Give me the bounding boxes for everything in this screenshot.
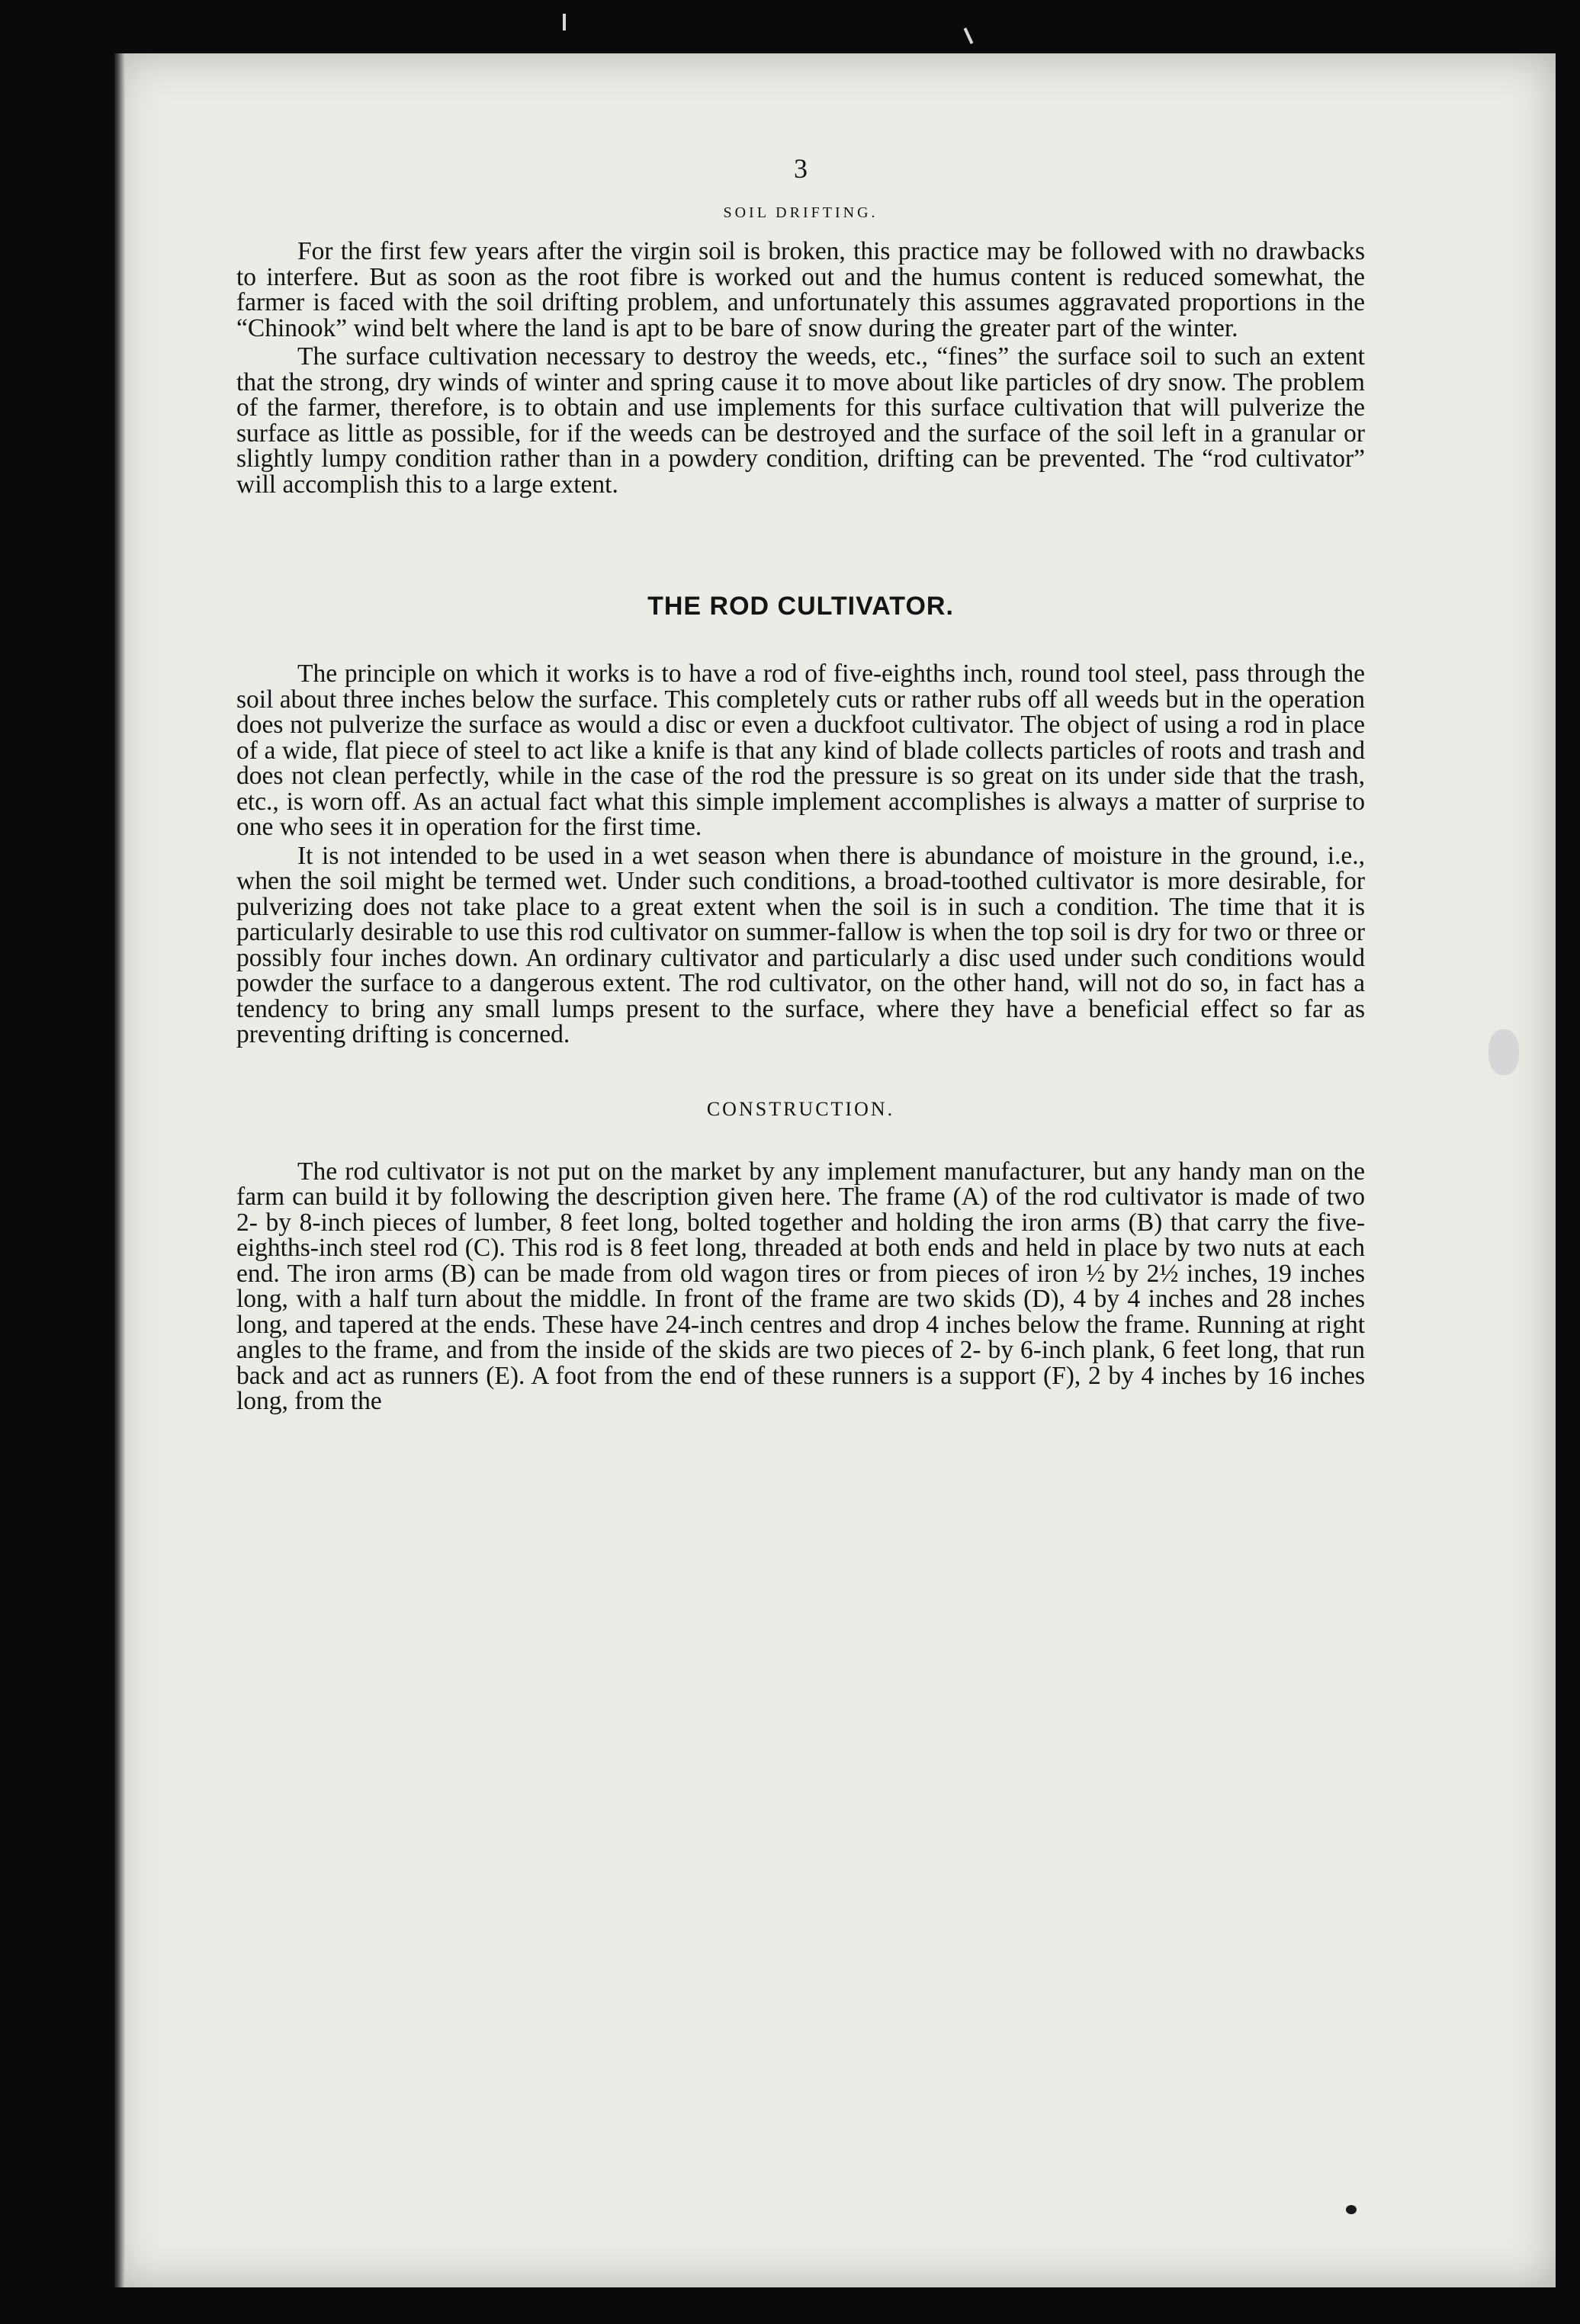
section-title: THE ROD CULTIVATOR. (647, 592, 954, 621)
paragraph: The surface cultivation necessary to destroy the weeds, etc., “fines” the surface soil to such an extent that the strong, dry winds of winter and spring cause it to move about like particles of dry snow. The problem of the farmer, therefore, is to obtain and use implements for this surface cultivation that will pulverize the surface as little as possible, for if the weeds can be destroyed and the surface of the soil left in a granular or slightly lumpy condition rather than in a powdery condition, drifting can be prevented. The “rod cultivator” will accomplish this to a large extent. (236, 342, 1365, 499)
scan-mark-top-right (964, 27, 974, 44)
paragraph: It is not intended to be used in a wet season when there is abundance of moisture in the ground, i.e., when the soil might be termed wet. Under such conditions, a broad-toothed cultivator is more desirable, for pulverizing does not take place to a great extent when the soil is in such a condition. The time that it is particularly desirable to use this rod cultivator on summer-fallow is when the top soil is dry for two or three or possibly four inches down. An ordinary cultivator and particularly a disc used under such conditions would powder the surface to a dangerous extent. The rod cultivator, on the other hand, will not do so, in fact has a tendency to bring any small lumps present to the surface, where they have a beneficial effect so far as preventing drifting is concerned. (236, 841, 1365, 1048)
binder-clip-mark (1488, 1029, 1519, 1075)
paragraph: The rod cultivator is not put on the market by any implement manufacturer, but any handy man on the farm can build it by following the description given here. The frame (A) of the rod cultivator is made of two 2- by 8-inch pieces of lumber, 8 feet long, bolted together and holding the iron arms (B) that carry the five-eighths-inch steel rod (C). This rod is 8 feet long, threaded at both ends and held in place by two nuts at each end. The iron arms (B) can be made from old wagon tires or from pieces of iron ½ by 2½ inches, 19 inches long, with a half turn about the middle. In front of the frame are two skids (D), 4 by 4 inches and 28 inches long, and tapered at the ends. These have 24-inch centres and drop 4 inches below the frame. Running at right angles to the frame, and from the inside of the skids are two pieces of 2- by 6-inch plank, 6 feet long, that run back and act as runners (E). A foot from the end of these runners is a support (F), 2 by 4 inches by 16 inches long, from the (236, 1157, 1365, 1415)
page-content (236, 152, 1365, 1414)
paragraph: For the first few years after the virgin soil is broken, this practice may be followed with no drawbacks to interfere. But as soon as the root fibre is worked out and the humus content is reduced somewhat, the farmer is faced with the soil drifting problem, and unfortunately this assumes aggravated proportions in the “Chinook” wind belt where the land is apt to be bare of snow during the greater part of the winter. (236, 237, 1365, 342)
ink-speck (1346, 2205, 1357, 2214)
page-number: 3 (794, 153, 808, 184)
page-spine-edge (114, 53, 125, 2287)
running-head: SOIL DRIFTING. (723, 204, 878, 221)
scan-mark-top-left (563, 14, 566, 30)
paragraph: The principle on which it works is to have a rod of five-eighths inch, round tool steel, pass through the soil about three inches below the surface. This completely cuts or rather rubs off all weeds but in the operation does not pulverize the surface as would a disc or even a duckfoot cultivator. The object of using a rod in place of a wide, flat piece of steel to act like a knife is that any kind of blade collects particles of roots and trash and does not clean perfectly, while in the case of the rod the pressure is so great on its under side that the trash, etc., is worn off. As an actual fact what this simple implement accomplishes is always a matter of surprise to one who sees it in operation for the first time. (236, 660, 1365, 841)
subsection-heading: CONSTRUCTION. (706, 1097, 895, 1120)
